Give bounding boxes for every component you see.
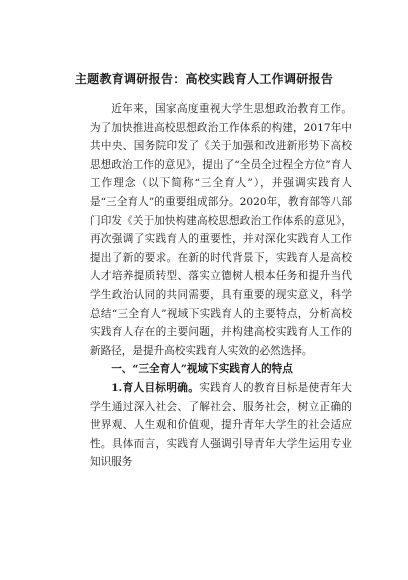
document-title: 主题教育调研报告：高校实践育人工作调研报告 bbox=[74, 72, 334, 86]
intro-paragraph: 近年来，国家高度重视大学生思想政治教育工作。为了加快推进高校思想政治工作体系的构建，2017年中共中央、国务院印发了《关于加强和改进新形势下高校思想政治工作的意见》，提出了“全员全过程全方位”育人工作理念（以下简称“三全育人”），并强调实践育人是“三全育人”的重要组成部分。2020年，教育部等八部门印发《关于加快构建高校思想政治工作体系的意见》，再次强调了实践育人的重要性，并对深化实践育人工作提出了新的要求。在新的时代背景下，实践育人是高校人才培养提质转型、落实立德树人根本任务和提升当代学生政治认同的共同需要，具有重要的现实意义，科学总结“三全育人”视域下实践育人的主要特点，分析高校实践育人存在的主要问题，并构建高校实践育人工作的新路径，是提升高校实践育人实效的必然选择。 bbox=[90, 103, 352, 357]
point-1-text: 实践育人的教育目标是使青年大学生通过深入社会、了解社会、服务社会，树立正确的世界观、人生观和价值观，提升青年大学生的社会适应性。具体而言，实践育人强调引导青年大学生运用专业知识服务 bbox=[90, 381, 353, 469]
point-1-lead: 1.育人目标明确。 bbox=[111, 381, 200, 394]
section-heading: 一、“三全育人”视域下实践育人的特点 bbox=[111, 363, 293, 376]
document-body bbox=[90, 100, 352, 472]
point-1-paragraph bbox=[90, 379, 352, 472]
